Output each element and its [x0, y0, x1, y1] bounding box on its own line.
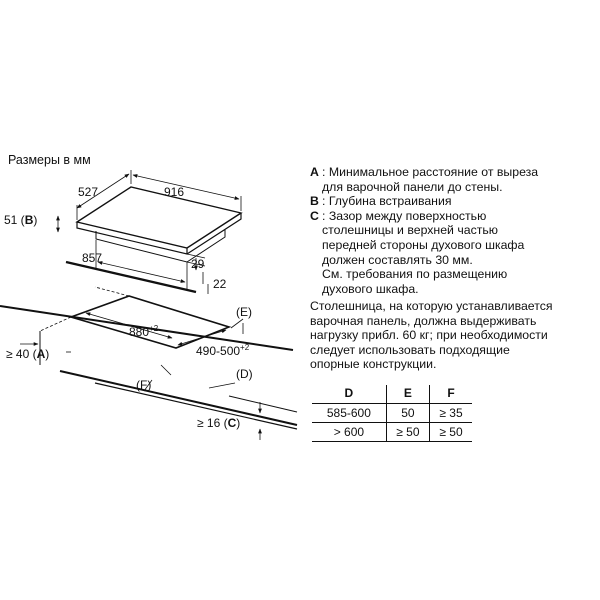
label-f: (F): [136, 378, 152, 392]
header-f: F: [430, 385, 473, 404]
cutout: [71, 296, 229, 348]
clearance-table: [312, 385, 472, 442]
units-heading: Размеры в мм: [8, 153, 91, 167]
dim-29: 29: [191, 257, 205, 271]
legend-text: : Зазор между поверхностью столешницы и верхней частью передней стороны духового шкафа должен составлять 30 мм. См. требования по размещению духового шкафа.: [322, 208, 525, 296]
diagram-labels: [4, 185, 253, 430]
legend-key: A: [310, 165, 319, 179]
hob-base-line: [66, 262, 196, 292]
table-cell: 50: [386, 404, 429, 423]
table-row: [312, 404, 472, 423]
dim-490-500: $490-500^{+2}$: [196, 343, 250, 358]
header-d: D: [312, 385, 386, 404]
wall-gap-lines: [40, 287, 129, 331]
hob-top-surface: [77, 187, 241, 248]
dim-527: 527: [78, 185, 99, 199]
dim-857: 857: [82, 251, 103, 265]
legend-item-a: [310, 165, 592, 194]
min-40-a: ≥ 40 (A): [6, 347, 50, 361]
dim-880: $880^{+2}$: [129, 324, 159, 339]
table-cell: ≥ 50: [430, 423, 473, 442]
label-d: (D): [236, 367, 253, 381]
hob-right-edge: [187, 213, 241, 254]
dim-22: 22: [213, 277, 227, 291]
countertop-front-edge: [60, 371, 297, 425]
table-cell: ≥ 50: [386, 423, 429, 442]
table-header-row: [312, 385, 472, 404]
legend-text: : Глубина встраивания: [322, 194, 452, 209]
table-cell: 585-600: [312, 404, 386, 423]
legend-item-c: [310, 209, 592, 297]
table-cell: > 600: [312, 423, 386, 442]
header-e: E: [386, 385, 429, 404]
label-e: (E): [236, 305, 252, 319]
legend-key: C: [310, 208, 319, 223]
hob-underside: [96, 229, 225, 262]
legend-item-b: [310, 194, 592, 209]
min-16-c: ≥ 16 (C): [197, 416, 241, 430]
dim-916: 916: [164, 185, 185, 199]
load-note: Столешница, на которую устанавливается варочная панель, должна выдерживать нагрузку прибл. 60 кг; при необходимости следует использовать подходящие опорные конструкции.: [310, 299, 553, 372]
table-cell: ≥ 35: [430, 404, 473, 423]
legend-text: : Минимальное расстояние от выреза для варочной панели до стены.: [322, 165, 539, 194]
legend-key: B: [310, 194, 319, 209]
legend: [310, 165, 592, 296]
table-row: [312, 423, 472, 442]
hob-front-edge: [77, 222, 187, 254]
dim-51-b: 51 (B): [4, 213, 38, 227]
